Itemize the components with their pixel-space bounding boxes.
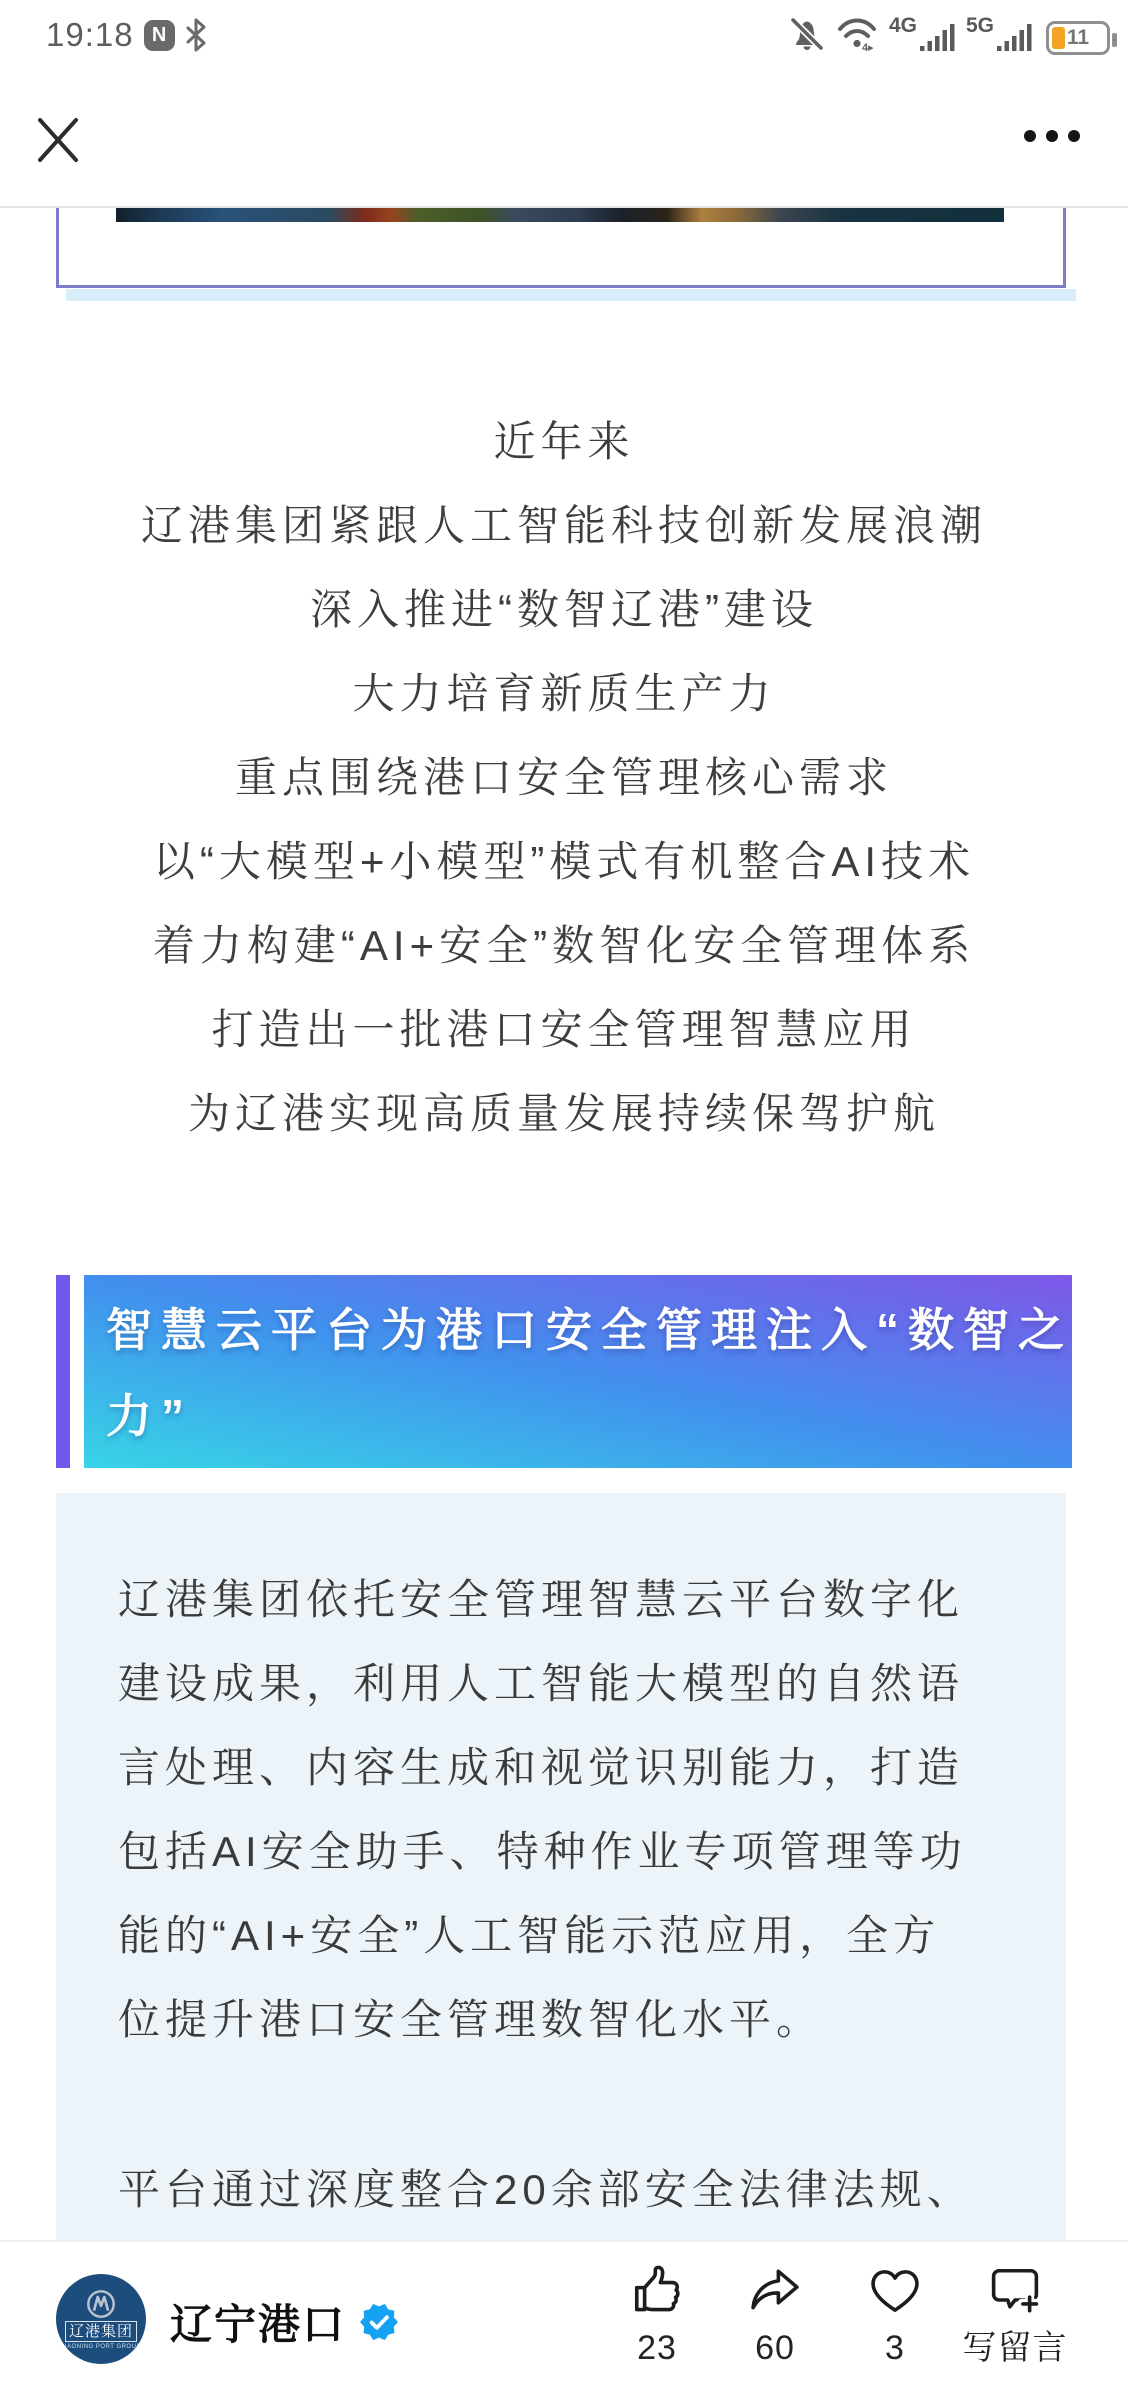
share-arrow-icon <box>748 2264 802 2318</box>
heart-icon <box>868 2264 922 2318</box>
section-heading-banner <box>84 1275 1072 1468</box>
section-heading-line: 力” <box>106 1390 193 1442</box>
account-avatar[interactable] <box>56 2274 146 2364</box>
share-count: 60 <box>755 2329 795 2367</box>
body-line: 言处理、内容生成和视觉识别能力，打造 <box>118 1744 965 1791</box>
intro-line: 以“大模型+小模型”模式有机整合AI技术 <box>152 838 976 885</box>
port-group-emblem-icon <box>84 2288 118 2320</box>
comment-button[interactable] <box>940 2264 1090 2366</box>
intro-line: 重点围绕港口安全管理核心需求 <box>234 754 893 801</box>
close-icon[interactable] <box>34 116 82 164</box>
section-heading-line: 智慧云平台为港口安全管理注入“数智之 <box>106 1304 1073 1356</box>
status-bar <box>0 0 1128 62</box>
comment-label: 写留言 <box>962 2329 1068 2367</box>
body-line: 能的“AI+安全”人工智能示范应用，全方 <box>118 1912 941 1959</box>
hero-image-frame[interactable] <box>56 208 1066 288</box>
account-name[interactable]: 辽宁港口 <box>170 2301 347 2348</box>
intro-line: 为辽港实现高质量发展持续保驾护航 <box>187 1090 940 1137</box>
intro-line: 辽港集团紧跟人工智能科技创新发展浪潮 <box>140 502 987 549</box>
intro-line: 打造出一批港口安全管理智慧应用 <box>211 1006 917 1053</box>
intro-line: 着力构建“AI+安全”数智化安全管理体系 <box>152 922 976 969</box>
hero-frame-shadow <box>66 289 1076 301</box>
body-line: 包括AI安全助手、特种作业专项管理等功 <box>118 1828 967 1875</box>
signal-bars-4g-icon <box>919 17 957 55</box>
verified-badge-icon <box>360 2303 398 2341</box>
body-line: 建设成果，利用人工智能大模型的自然语 <box>118 1660 965 1707</box>
body-line: 位提升港口安全管理数智化水平。 <box>118 1996 824 2043</box>
thumbs-up-icon <box>630 2264 684 2318</box>
hero-image-cropped <box>116 208 1004 222</box>
notifications-muted-icon <box>787 15 827 55</box>
clock-time: 19:18 <box>46 16 134 53</box>
nfc-icon: N <box>144 20 175 51</box>
intro-line: 深入推进“数智辽港”建设 <box>310 586 818 633</box>
signal-bars-5g-icon <box>996 17 1034 55</box>
svg-text:4▸: 4▸ <box>861 42 874 54</box>
body-line: 辽港集团依托安全管理智慧云平台数字化 <box>118 1576 965 1623</box>
article-nav-bar <box>0 62 1128 208</box>
intro-line: 近年来 <box>493 418 635 465</box>
cellular-5g <box>965 14 1034 55</box>
avatar-cn-text: 辽港集团 <box>65 2321 137 2342</box>
intro-verse-block <box>0 400 1128 1156</box>
bluetooth-icon <box>185 18 207 52</box>
footer-action-bar <box>0 2240 1128 2400</box>
network-5g-label: 5G <box>965 14 994 37</box>
heart-count: 3 <box>885 2329 905 2367</box>
comment-plus-icon <box>988 2264 1042 2318</box>
avatar-en-text: LIAONING PORT GROUP <box>61 2344 141 2350</box>
more-menu-icon[interactable] <box>1024 130 1080 142</box>
cellular-4g <box>888 14 957 55</box>
section-heading-accent-bar <box>56 1275 70 1468</box>
battery-nub <box>1112 33 1117 47</box>
like-count: 23 <box>637 2329 677 2367</box>
article-body-box <box>56 1493 1066 2240</box>
wifi-icon <box>836 15 880 55</box>
battery-percent: 11 <box>1066 26 1090 49</box>
battery-icon <box>1046 21 1110 55</box>
intro-line: 大力培育新质生产力 <box>352 670 776 717</box>
network-4g-label: 4G <box>888 14 917 37</box>
body-line: 平台通过深度整合20余部安全法律法规、 <box>118 2166 974 2213</box>
